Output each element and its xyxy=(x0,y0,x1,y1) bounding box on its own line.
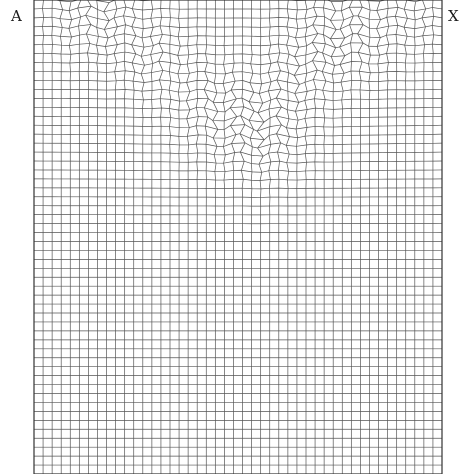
mesh-row-line xyxy=(34,125,442,131)
mesh-column-line xyxy=(213,0,218,474)
mesh-row-line xyxy=(34,197,442,198)
mesh-column-line xyxy=(78,0,81,474)
mesh-column-line xyxy=(240,0,245,474)
mesh-column-line xyxy=(322,0,326,474)
mesh-column-line xyxy=(230,0,237,474)
mesh-column-line xyxy=(432,0,433,474)
mesh-column-line xyxy=(150,0,153,474)
mesh-column-line xyxy=(377,1,381,474)
mesh-column-line xyxy=(257,0,264,474)
mesh-column-line xyxy=(97,1,99,474)
mesh-column-line xyxy=(52,0,53,474)
mesh-column-line xyxy=(104,3,109,474)
mesh-column-line xyxy=(43,0,44,474)
mesh-row-line xyxy=(34,70,442,75)
mesh-row-line xyxy=(34,25,442,30)
mesh-column-line xyxy=(169,0,171,474)
mesh-row-line xyxy=(34,152,442,156)
mesh-column-line xyxy=(223,0,226,474)
mesh-row-line xyxy=(34,107,442,113)
mesh-row-line xyxy=(34,6,442,12)
mesh-column-line xyxy=(369,1,371,474)
mesh-row-line xyxy=(34,179,442,181)
mesh-column-line xyxy=(268,0,271,474)
mesh-column-line xyxy=(294,1,299,474)
corner-label-a: A xyxy=(11,7,22,25)
mesh-row-line xyxy=(34,51,442,56)
mesh-row-line xyxy=(34,116,442,122)
mesh-column-line xyxy=(305,0,307,474)
mesh-row-line xyxy=(34,170,442,172)
mesh-column-line xyxy=(204,0,208,474)
mesh-column-line xyxy=(330,2,336,474)
mesh-row-line xyxy=(34,42,442,47)
mesh-column-line xyxy=(69,2,72,474)
mesh-column-line xyxy=(141,1,144,474)
mesh-column-line xyxy=(422,0,426,474)
mesh-row-line xyxy=(34,161,442,164)
mesh-column-line xyxy=(340,1,345,474)
mesh-row-line xyxy=(34,80,442,85)
mesh-row-line xyxy=(34,89,442,94)
mesh-row-line xyxy=(34,34,442,39)
mesh-column-line xyxy=(178,0,181,474)
mesh-column-line xyxy=(114,0,118,474)
corner-label-x: X xyxy=(448,7,459,25)
mesh-row-line xyxy=(34,15,442,20)
mesh-row-line xyxy=(34,61,442,66)
mesh-row-line xyxy=(34,188,442,189)
mesh-column-line xyxy=(186,0,189,474)
mesh-column-line xyxy=(404,0,407,474)
mesh-row-line xyxy=(34,98,442,103)
mesh-column-line xyxy=(132,0,136,474)
mesh-border xyxy=(34,0,442,474)
mesh-column-line xyxy=(386,0,388,474)
mesh-column-line xyxy=(286,0,289,474)
mesh-column-line xyxy=(395,0,398,474)
mesh-row-line xyxy=(34,134,442,140)
mesh-row-line xyxy=(34,143,442,148)
mesh-column-line xyxy=(196,0,198,474)
mesh-column-line xyxy=(414,2,415,474)
mesh-column-line xyxy=(249,0,254,474)
